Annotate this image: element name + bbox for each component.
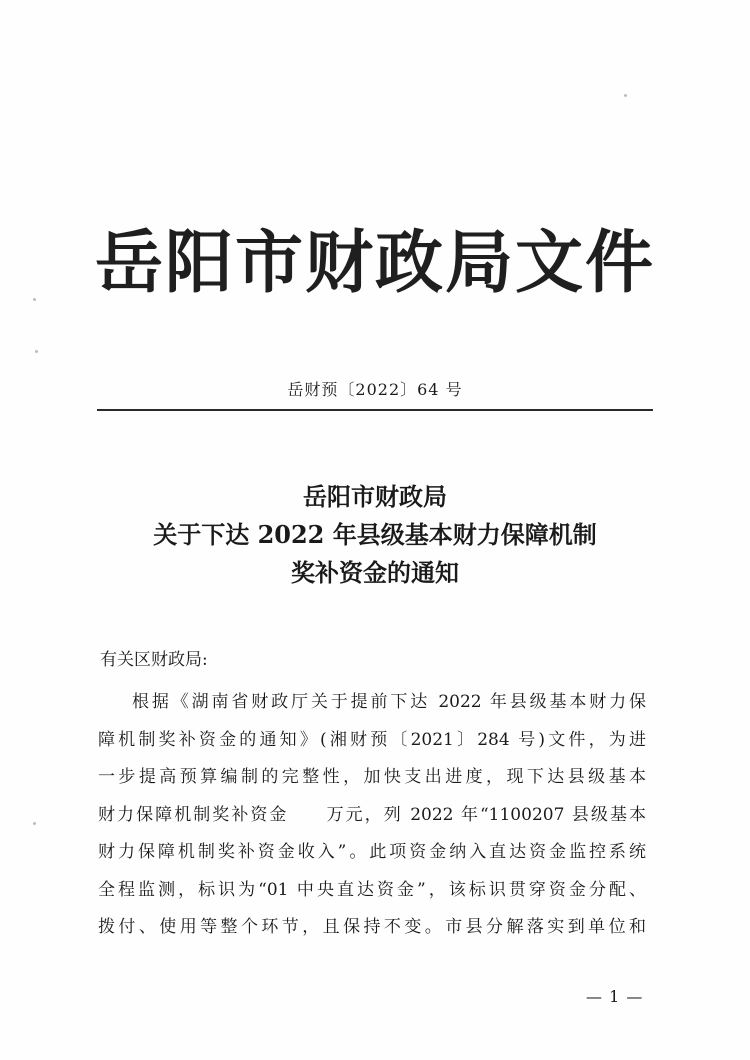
title-line-3: 奖补资金的通知 [291, 558, 459, 587]
title-line-2: 关于下达 2022 年县级基本财力保障机制 [153, 520, 597, 549]
body-line: 障机制奖补资金的通知》(湘财预〔2021〕284 号)文件，为进 [98, 729, 646, 750]
body-line: 财力保障机制奖补资金 万元，列 2022 年“1100207 县级基本 [98, 804, 646, 825]
body-line: 根据《湖南省财政厅关于提前下达 2022 年县级基本财力保 [132, 692, 646, 712]
scan-speck [624, 94, 627, 97]
body-line: 拨付、使用等整个环节，且保持不变。市县分解落实到单位和 [98, 917, 646, 937]
salutation: 有关区财政局: [100, 650, 208, 670]
document-number: 岳财预〔2022〕64 号 [287, 380, 463, 399]
document-title [0, 478, 750, 592]
body-line: 全程监测，标识为“01 中央直达资金”，该标识贯穿资金分配、 [98, 879, 646, 900]
body-paragraph [98, 684, 646, 947]
header-divider [97, 409, 653, 411]
page-number: — 1 — [586, 987, 644, 1006]
title-line-1: 岳阳市财政局 [303, 482, 447, 511]
body-line: 财力保障机制奖补资金收入”。此项资金纳入直达资金监控系统 [98, 842, 646, 862]
scan-speck [35, 350, 38, 353]
scan-speck [33, 822, 36, 825]
org-header: 岳阳市财政局文件 [94, 224, 655, 303]
body-line: 一步提高预算编制的完整性，加快支出进度，现下达县级基本 [98, 767, 646, 787]
